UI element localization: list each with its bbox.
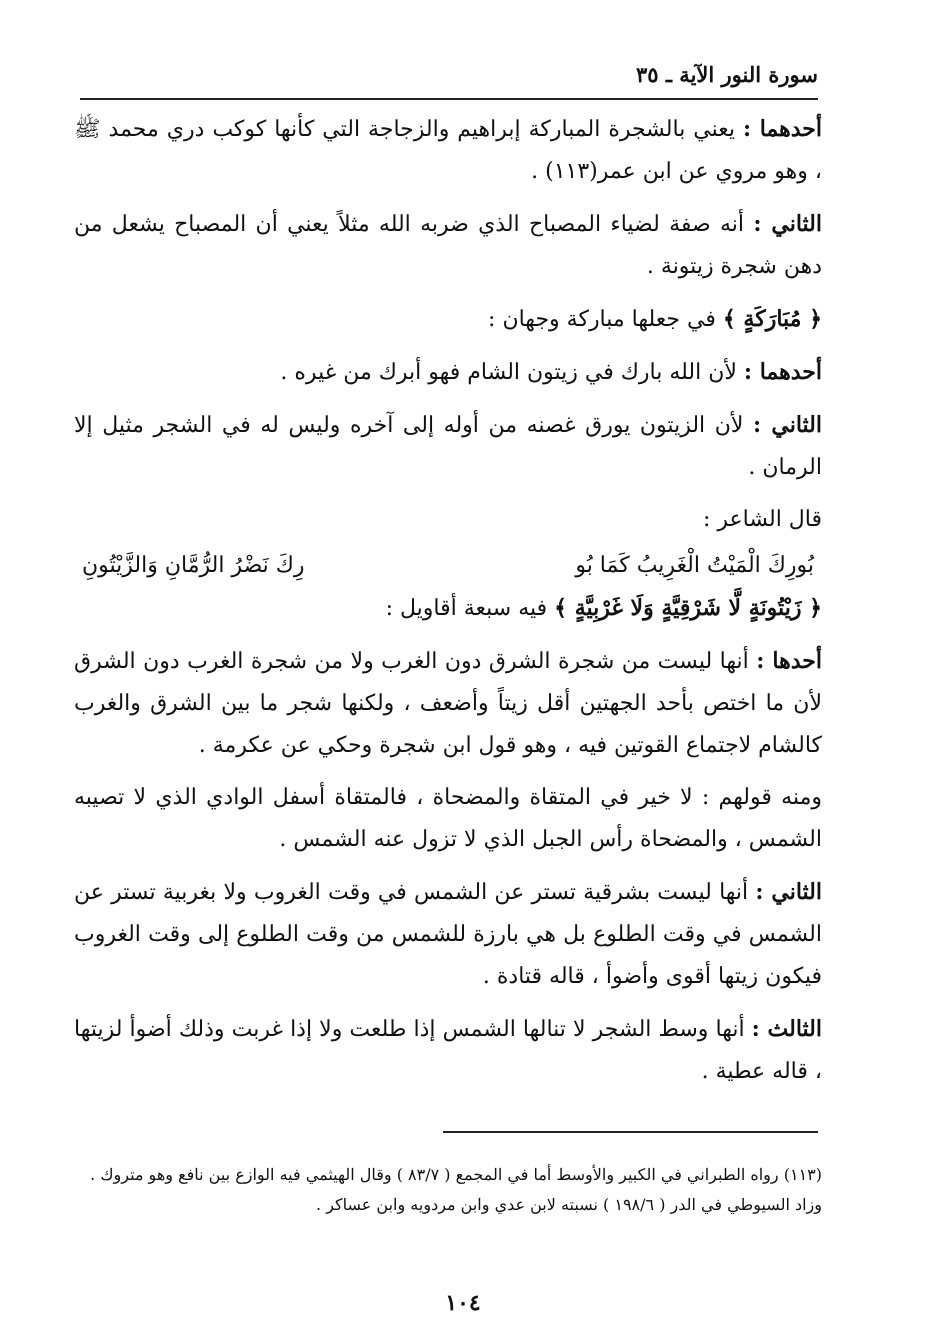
footnote: (١١٣) رواه الطبراني في الكبير والأوسط أما في المجمع ( ٨٣/٧ ) وقال الهيثمي فيه الوازع بين نافع وهو متروك . bbox=[90, 1165, 822, 1184]
quran-quote: ﴿ مُبَارَكَةٍ ﴾ bbox=[722, 306, 822, 332]
paragraph bbox=[74, 404, 822, 489]
quran-quote: ﴿ زَيْتُونَةٍ لَّا شَرْقِيَّةٍ وَلَا غَرْبِيَّةٍ ﴾ bbox=[554, 595, 822, 621]
paragraph bbox=[74, 298, 822, 341]
paragraph-text: أنها وسط الشجر لا تنالها الشمس إذا طلعت ولا إذا غربت وذلك أضوأ لزيتها ، قاله عطية . bbox=[74, 1017, 822, 1084]
paragraph-text: أنه صفة لضياء المصباح الذي ضربه الله مثلاً يعني أن المصباح يشعل من دهن شجرة زيتونة . bbox=[74, 212, 822, 279]
paragraph-text: أنها ليست بشرقية تستر عن الشمس في وقت الغروب ولا بغربية تستر عن الشمس في وقت الطلوع بل هي بارزة للشمس من وقت الطلوع إلى وقت الغروب فيكون زيتها أقوى وأضوأ ، قاله قتادة . bbox=[74, 880, 822, 989]
running-header bbox=[80, 58, 818, 100]
main-text bbox=[74, 108, 822, 1103]
poetry-verse bbox=[74, 545, 822, 587]
paragraph-text: قال الشاعر : bbox=[702, 507, 822, 532]
paragraph-text: في جعلها مباركة وجهان : bbox=[488, 307, 723, 332]
page-number: ١٠٤ bbox=[445, 1290, 481, 1316]
paragraph-lead: الثاني : bbox=[753, 412, 822, 438]
paragraph bbox=[74, 777, 822, 861]
paragraph-text: فيه سبعة أقاويل : bbox=[385, 596, 555, 621]
paragraph-lead: الثاني : bbox=[755, 879, 822, 905]
paragraph bbox=[74, 203, 822, 288]
paragraph-text: ومنه قولهم : لا خير في المتقاة والمضحاة ، فالمتقاة أسفل الوادي الذي لا تصيبه الشمس ، والمضحاة رأس الجبل الذي لا تزول عنه الشمس . bbox=[74, 785, 822, 852]
paragraph bbox=[74, 1008, 822, 1093]
paragraph bbox=[74, 871, 822, 998]
paragraph bbox=[74, 640, 822, 767]
paragraph bbox=[74, 108, 822, 193]
paragraph-text: أنها ليست من شجرة الشرق دون الغرب ولا من شجرة الغرب دون الشرق لأن ما اختص بأحد الجهتين أقل زيتاً وأضعف ، ولكنها شجر ما بين الشرق والغرب كالشام لاجتماع القوتين فيه ، وهو قول ابن شجرة وحكي عن عكرمة . bbox=[74, 649, 822, 758]
paragraph bbox=[74, 587, 822, 630]
running-title: سورة النور الآية ـ ٣٥ bbox=[635, 62, 818, 87]
paragraph-lead: الثاني : bbox=[753, 211, 822, 237]
verse-first-hemistich: بُورِكَ الْمَيْتُ الْغَرِيبُ كَمَا بُو bbox=[575, 553, 814, 578]
paragraph-lead: الثالث : bbox=[751, 1016, 823, 1042]
footnotes bbox=[74, 1160, 822, 1220]
footnote-divider bbox=[443, 1131, 818, 1133]
paragraph-lead: أحدهما : bbox=[742, 116, 822, 142]
paragraph-text: لأن الزيتون يورق غصنه من أوله إلى آخره وليس له في الشجر مثيل إلا الرمان . bbox=[74, 413, 822, 480]
footnote: وزاد السيوطي في الدر ( ١٩٨/٦ ) نسبته لابن عدي وابن مردويه وابن عساكر . bbox=[316, 1195, 822, 1214]
verse-second-hemistich: رِكَ نَضْرُ الرُّمَّانِ وَالزَّيْتُونِ bbox=[82, 553, 305, 578]
paragraph-text: يعني بالشجرة المباركة إبراهيم والزجاجة التي كأنها كوكب دري محمد ﷺ ، وهو مروي عن ابن عمر(١١٣) . bbox=[74, 117, 822, 184]
paragraph-text: لأن الله بارك في زيتون الشام فهو أبرك من غيره . bbox=[280, 360, 744, 385]
paragraph bbox=[74, 351, 822, 394]
paragraph-lead: أحدها : bbox=[756, 648, 822, 674]
paragraph-lead: أحدهما : bbox=[743, 359, 822, 385]
paragraph bbox=[74, 499, 822, 541]
